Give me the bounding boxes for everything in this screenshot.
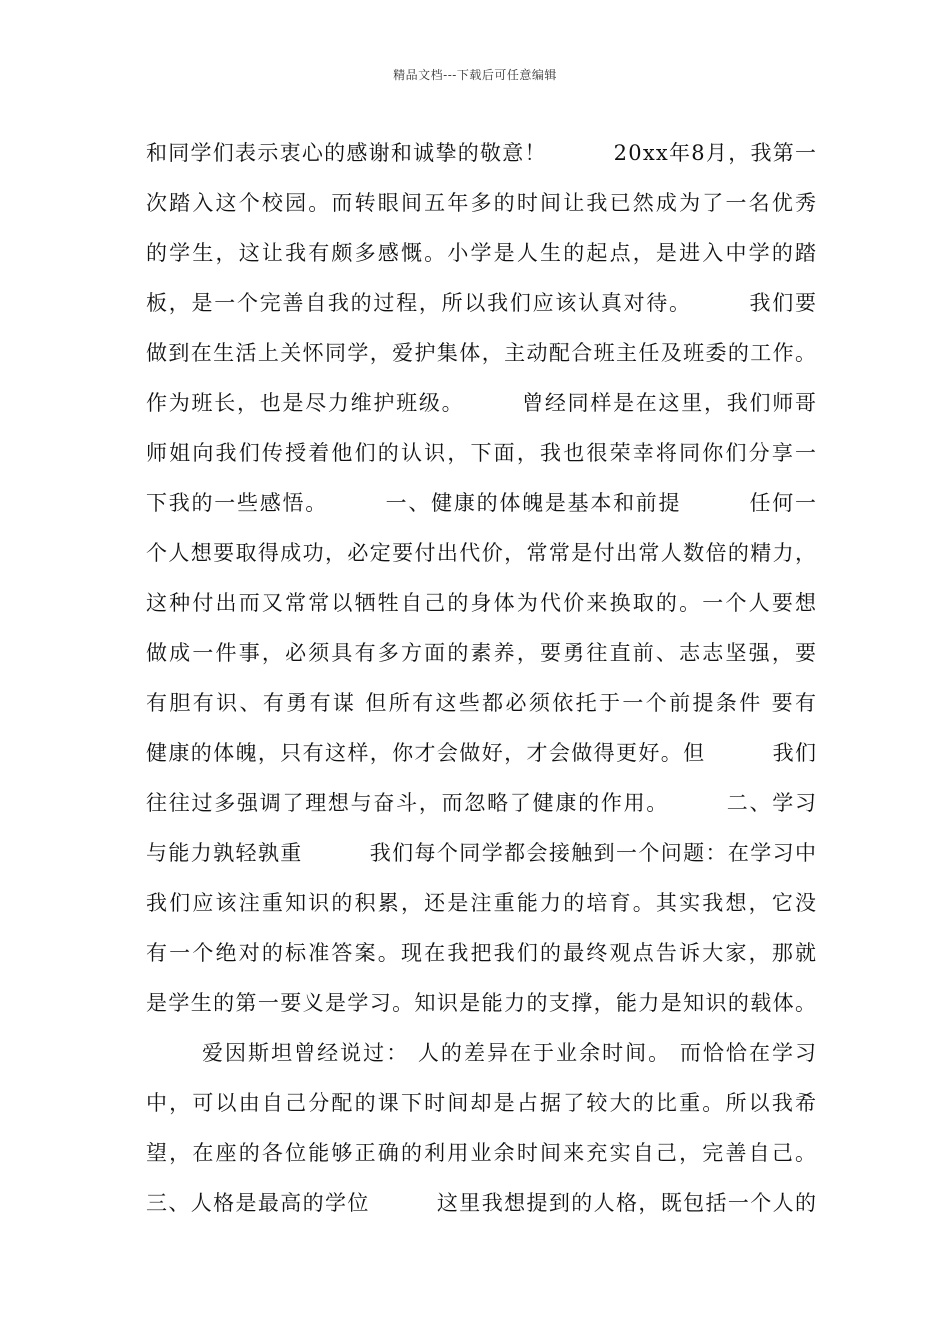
text-line [146,728,816,778]
text-line [146,928,819,978]
text-line [146,1128,819,1178]
text-line [146,178,819,228]
line-text: 中，可以由自己分配的课下时间却是占据了较大的比重。所以我希 [146,1091,819,1115]
text-line [146,478,816,528]
line-text: 的学生，这让我有颇多感慨。小学是人生的起点，是进入中学的踏 [146,241,819,265]
line-text: 和同学们表示衷心的感谢和诚挚的敬意！ 20xx年8月，我第一 [146,141,818,165]
line-text: 师姐向我们传授着他们的认识，下面，我也很荣幸将同你们分享一 [146,441,819,465]
line-text: 有一个绝对的标准答案。现在我把我们的最终观点告诉大家，那就 [146,941,819,965]
text-line [146,428,819,478]
line-text: 往往过多强调了理想与奋斗，而忽略了健康的作用。 二、学习 [146,791,818,815]
line-text: 有胆有识、有勇有谋 但所有这些都必须依托于一个前提条件 要有 [146,691,819,715]
text-line [146,378,816,428]
line-text: 望，在座的各位能够正确的利用业余时间来充实自己，完善自己。 [146,1141,819,1165]
text-line [146,578,819,628]
text-line [146,1028,819,1078]
line-text: 做成一件事，必须具有多方面的素养，要勇往直前、志志坚强，要 [146,641,819,665]
line-text: 我们应该注重知识的积累，还是注重能力的培育。其实我想，它没 [146,891,819,915]
line-text: 爱因斯坦曾经说过： 人的差异在于业余时间。 而恰恰在学习 [202,1041,819,1065]
text-line [146,328,816,378]
line-text: 板，是一个完善自我的过程，所以我们应该认真对待。 我们要 [146,291,818,315]
text-line [146,528,816,578]
line-text: 健康的体魄，只有这样，你才会做好，才会做得更好。但 我们 [146,741,818,765]
text-line [146,128,816,178]
text-line [146,778,816,828]
text-line [146,978,816,1028]
text-line [146,678,819,728]
line-text: 这种付出而又常常以牺牲自己的身体为代价来换取的。一个人要想 [146,591,819,615]
line-text: 是学生的第一要义是学习。知识是能力的支撑，能力是知识的载体。 [146,991,818,1015]
text-line [146,228,819,278]
line-text: 与能力孰轻孰重 我们每个同学都会接触到一个问题：在学习中 [146,841,818,865]
text-line [146,278,816,328]
text-line [146,628,819,678]
text-line [146,1078,819,1128]
line-text: 作为班长，也是尽力维护班级。 曾经同样是在这里，我们师哥 [146,391,818,415]
line-text: 做到在生活上关怀同学，爱护集体，主动配合班主任及班委的工作。 [146,341,818,365]
body-text [146,128,819,1228]
line-text: 下我的一些感悟。 一、健康的体魄是基本和前提 任何一 [146,491,818,515]
line-text: 三、人格是最高的学位 这里我想提到的人格，既包括一个人的 [146,1191,818,1215]
text-line [146,878,819,928]
text-line [146,1178,816,1228]
line-text: 个人想要取得成功，必定要付出代价，常常是付出常人数倍的精力， [146,541,818,565]
page-header: 精品文档---下载后可任意编辑 [393,68,557,82]
text-line [146,828,816,878]
line-text: 次踏入这个校园。而转眼间五年多的时间让我已然成为了一名优秀 [146,191,819,215]
